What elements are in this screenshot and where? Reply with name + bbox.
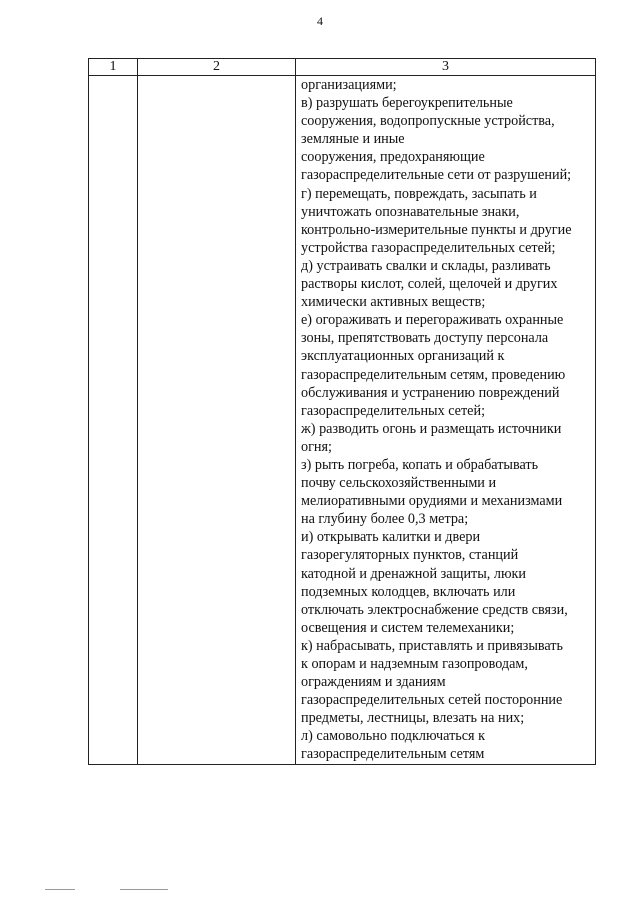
table-row <box>89 76 596 765</box>
text-line: мелиоративными орудиями и механизмами <box>301 493 563 510</box>
text-line: л) самовольно подключаться к <box>301 728 486 745</box>
text-line: и) открывать калитки и двери <box>301 529 481 546</box>
text-line: сооружения, водопропускные устройства, <box>301 113 555 130</box>
column-2-cell <box>138 76 296 765</box>
text-line: газораспределительным сетям, проведению <box>301 366 566 383</box>
column-header-2: 2 <box>138 59 296 76</box>
text-line: растворы кислот, солей, щелочей и других <box>301 276 558 293</box>
column-header-1: 1 <box>89 59 138 76</box>
text-line: на глубину более 0,3 метра; <box>301 511 469 528</box>
footer-rule-right <box>120 889 168 890</box>
text-line: освещения и систем телемеханики; <box>301 619 515 636</box>
text-line: зоны, препятствовать доступу персонала <box>301 330 549 347</box>
text-line: устройства газораспределительных сетей; <box>301 239 556 256</box>
text-line: д) устраивать свалки и склады, разливать <box>301 257 551 274</box>
footer-rule-left <box>45 889 75 890</box>
text-line: катодной и дренажной защиты, люки <box>301 565 527 582</box>
text-line: е) огораживать и перегораживать охранные <box>301 312 564 329</box>
document-table <box>88 58 596 765</box>
text-line: сооружения, предохраняющие <box>301 149 485 166</box>
text-line: к опорам и надземным газопроводам, <box>301 656 528 672</box>
text-line: организациями; <box>301 77 397 93</box>
text-line: газорегуляторных пунктов, станций <box>301 547 519 564</box>
text-line: огня; <box>301 438 332 455</box>
text-line: з) рыть погреба, копать и обрабатывать <box>301 456 539 473</box>
text-line: ж) разводить огонь и размещать источники <box>301 420 562 437</box>
column-header-3: 3 <box>296 59 596 76</box>
column-1-cell <box>89 76 138 765</box>
text-line: контрольно-измерительные пункты и другие <box>301 221 572 238</box>
text-line: газораспределительных сетей посторонние <box>301 692 563 709</box>
text-line: обслуживания и устранению повреждений <box>301 384 560 401</box>
page-number: 4 <box>317 14 323 28</box>
text-line: в) разрушать берегоукрепительные <box>301 95 513 112</box>
text-line: земляные и иные <box>301 131 405 148</box>
text-line: уничтожать опознавательные знаки, <box>301 203 520 220</box>
text-line: к) набрасывать, приставлять и привязывать <box>301 637 563 654</box>
text-line: подземных колодцев, включать или <box>301 583 516 600</box>
text-line: предметы, лестницы, влезать на них; <box>301 710 525 727</box>
table-header-row <box>89 59 596 76</box>
text-line: газораспределительные сети от разрушений; <box>301 167 572 184</box>
text-line: почву сельскохозяйственными и <box>301 475 497 492</box>
column-3-cell <box>296 76 596 765</box>
text-line: газораспределительным сетям <box>301 746 485 763</box>
text-line: г) перемещать, повреждать, засыпать и <box>301 185 537 202</box>
text-line: газораспределительных сетей; <box>301 402 486 419</box>
column-3-text <box>296 76 595 764</box>
text-line: эксплуатационных организаций к <box>301 348 505 365</box>
text-line: отключать электроснабжение средств связи, <box>301 601 568 618</box>
text-line: ограждениям и зданиям <box>301 674 446 691</box>
text-line: химически активных веществ; <box>301 294 486 311</box>
